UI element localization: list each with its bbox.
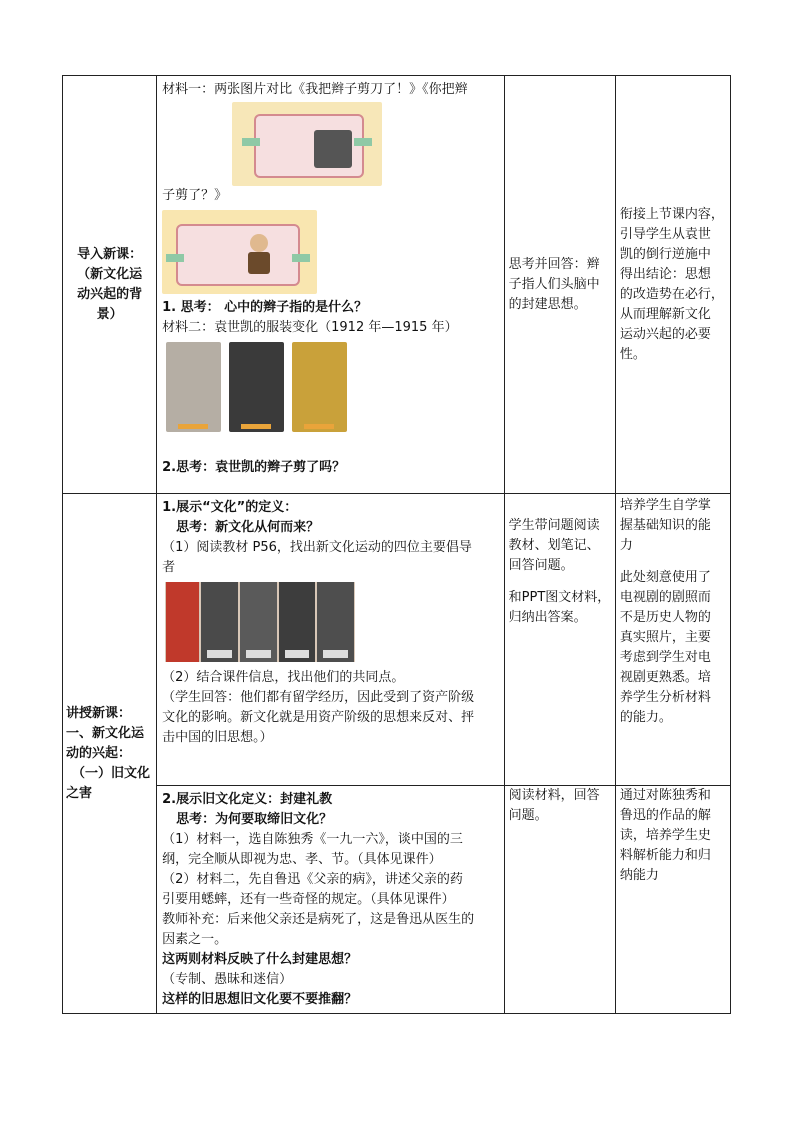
photo-1912 xyxy=(166,342,221,432)
content-cell-intro xyxy=(157,76,505,494)
activity-cell-intro: 思考并回答：辫 子指人们头脑中 的封建思想。 xyxy=(504,76,615,494)
content-cell-culture: 1.展示“文化”的定义： 思考：新文化从何而来？ （1）阅读教材 P56，找出新文化运动的四位主要倡导 者 （2）结合课件信息，找出他们的共同点。 （学生回答：他们都有留学经历，因此受到了资产阶级 文化的影响。新文化就是用资产阶级的思想来反对、抨 击中国的旧思想。） xyxy=(157,494,505,786)
yuan-shikai-photos xyxy=(166,342,500,432)
activity-cell-culture: 学生带问题阅读 教材、划笔记、 回答问题。 和PPT图文材料， 归纳出答案。 xyxy=(504,494,615,786)
lesson-plan-table xyxy=(62,75,731,1014)
stage-cell-new-lesson: 讲授新课： 一、新文化运 动的兴起： （一）旧文化 之害 xyxy=(63,494,157,1014)
slide-image-did-you-cut xyxy=(162,210,317,294)
slide-image-cut-queue xyxy=(232,102,382,186)
material1-text: 材料一：两张图片对比《我把辫子剪刀了！》《你把辫 xyxy=(162,82,468,97)
material2-text: 材料二：袁世凯的服装变化（1912 年—1915 年） xyxy=(162,320,458,335)
material1-text-cont: 子剪了？》 xyxy=(162,188,228,203)
question-1: 1. 思考： 心中的辫子指的是什么？ xyxy=(162,300,368,315)
row-new-lesson-a xyxy=(63,494,731,786)
content-cell-old-culture: 2.展示旧文化定义：封建礼教 思考：为何要取缔旧文化？ （1）材料一，选自陈独秀《一九一六》，谈中国的三 纲，完全顺从即视为忠、孝、节。（具体见课件） （2）材料二，先自鲁迅《父亲的病》，讲述父亲的药 引要用蟋蟀，还有一些奇怪的规定。（具体见课件） 教师补充：后来他父亲还是病死了，这是鲁迅从医生的 因素之一。 这两则材料反映了什么封建思想？ （专制、愚昧和迷信） 这样的旧思想旧文化要不要推翻？ xyxy=(157,786,505,1014)
aim-cell-intro: 衔接上节课内容， 引导学生从袁世 凯的倒行逆施中 得出结论：思想 的改造势在必行， 从而理解新文化 运动兴起的必要 性。 xyxy=(615,76,730,494)
question-2: 2.思考：袁世凯的辫子剪了吗？ xyxy=(162,460,346,475)
stage-cell-intro: 导入新课： （新文化运 动兴起的背 景） xyxy=(63,76,157,494)
photo-1915 xyxy=(292,342,347,432)
activity-cell-old-culture: 阅读材料，回答 问题。 xyxy=(504,786,615,1014)
aim-cell-old-culture: 通过对陈独秀和 鲁迅的作品的解 读，培养学生史 料解析能力和归 纳能力 xyxy=(615,786,730,1014)
tv-drama-stills xyxy=(165,582,355,662)
row-introduction xyxy=(63,76,731,494)
row-new-lesson-b xyxy=(63,786,731,1014)
aim-cell-culture: 培养学生自学掌 握基础知识的能 力 此处刻意使用了 电视剧的剧照而 不是历史人物的 真实照片，主要 考虑到学生对电 视剧更熟悉。培 养学生分析材料 的能力。 xyxy=(615,494,730,786)
photo-1913 xyxy=(229,342,284,432)
